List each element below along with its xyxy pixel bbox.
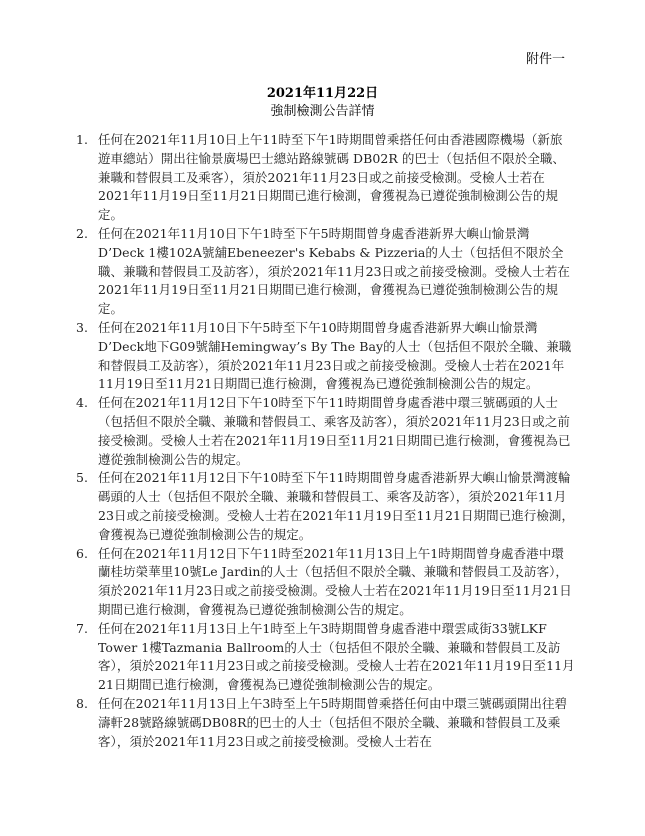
list-item	[0, 394, 645, 469]
notice-list	[0, 131, 645, 751]
item-number: 6.	[76, 545, 88, 561]
document-title: 強制檢測公告詳情	[270, 104, 375, 119]
list-item	[0, 225, 645, 319]
annex-label: 附件一	[525, 52, 565, 67]
list-item	[0, 319, 645, 394]
item-number: 3.	[76, 319, 88, 335]
item-number: 2.	[76, 225, 88, 241]
item-text: 任何在2021年11月13日上午1時至上午3時期間曾身處香港中環雲咸街33號LKF Tower 1樓Tazmania Ballroom的人士（包括但不限於全職、兼職和替假員工及訪客），須於2021年11月23日或之前接受檢測。受檢人士若在2021年11月19日至11月21日期間已進行檢測，會獲視為已遵從強制檢測公告的規定。	[98, 620, 575, 693]
item-text: 任何在2021年11月12日下午11時至2021年11月13日上午1時期間曾身處香港中環蘭桂坊榮華里10號Le Jardin的人士（包括但不限於全職、兼職和替假員工及訪客），須於2021年11月23日或之前接受檢測。受檢人士若在2021年11月19日至11月21日期間已進行檢測，會獲視為已遵從強制檢測公告的規定。	[98, 545, 572, 617]
item-number: 8.	[76, 695, 88, 711]
list-item	[0, 620, 645, 695]
item-number: 7.	[76, 620, 88, 636]
item-text: 任何在2021年11月10日下午1時至下午5時期間曾身處香港新界大嶼山愉景灣D’Deck 1樓102A號舖Ebeneezer's Kebabs & Pizzeria的人士（包括但不限於全職、兼職和替假員工及訪客），須於2021年11月23日或之前接受檢測。受檢人士若在2021年11月19日至11月21日期間已進行檢測，會獲視為已遵從強制檢測公告的規定。	[98, 225, 570, 317]
list-item	[0, 469, 645, 544]
item-number: 1.	[76, 132, 88, 147]
item-text: 任何在2021年11月10日下午5時至下午10時期間曾身處香港新界大嶼山愉景灣D’Deck地下G09號舖Hemingway’s By The Bay的人士（包括但不限於全職、兼職和替假員工及訪客），須於2021年11月23日或之前接受檢測。受檢人士若在2021年11月19日至11月21日期間已進行檢測，會獲視為已遵從強制檢測公告的規定。	[98, 319, 572, 392]
item-number: 5.	[76, 470, 88, 486]
item-number: 4.	[76, 395, 88, 411]
list-item	[0, 131, 645, 225]
item-text: 任何在2021年11月12日下午10時至下午11時期間曾身處香港新界大嶼山愉景灣渡輪碼頭的人士（包括但不限於全職、兼職和替假員工、乘客及訪客），須於2021年11月23日或之前接受檢測。受檢人士若在2021年11月19日至11月21日期間已進行檢測，會獲視為已遵從強制檢測公告的規定。	[98, 470, 574, 542]
list-item	[0, 545, 645, 620]
list-item	[0, 695, 645, 751]
item-text: 任何在2021年11月13日上午3時至上午5時期間曾乘搭任何由中環三號碼頭開出往碧濤軒28號路線號碼DB08R的巴士的人士（包括但不限於全職、兼職和替假員工及乘客），須於2021年11月23日或之前接受檢測。受檢人士若在	[98, 695, 568, 749]
item-text: 任何在2021年11月12日下午10時至下午11時期間曾身處香港中環三號碼頭的人士（包括但不限於全職、兼職和替假員工、乘客及訪客），須於2021年11月23日或之前接受檢測。受檢人士若在2021年11月19日至11月21日期間已進行檢測，會獲視為已遵從強制檢測公告的規定。	[98, 395, 571, 467]
document-date: 2021年11月22日	[266, 86, 379, 101]
item-text: 任何在2021年11月10日上午11時至下午1時期間曾乘搭任何由香港國際機場（新旅遊車總站）開出往愉景廣場巴士總站路線號碼 DB02R 的巴士（包括但不限於全職、兼職和替假員工及乘客），須於2021年11月23日或之前接受檢測。受檢人士若在2021年11月19日至11月21日期間已進行檢測，會獲視為已遵從強制檢測公告的規定。	[98, 132, 565, 223]
